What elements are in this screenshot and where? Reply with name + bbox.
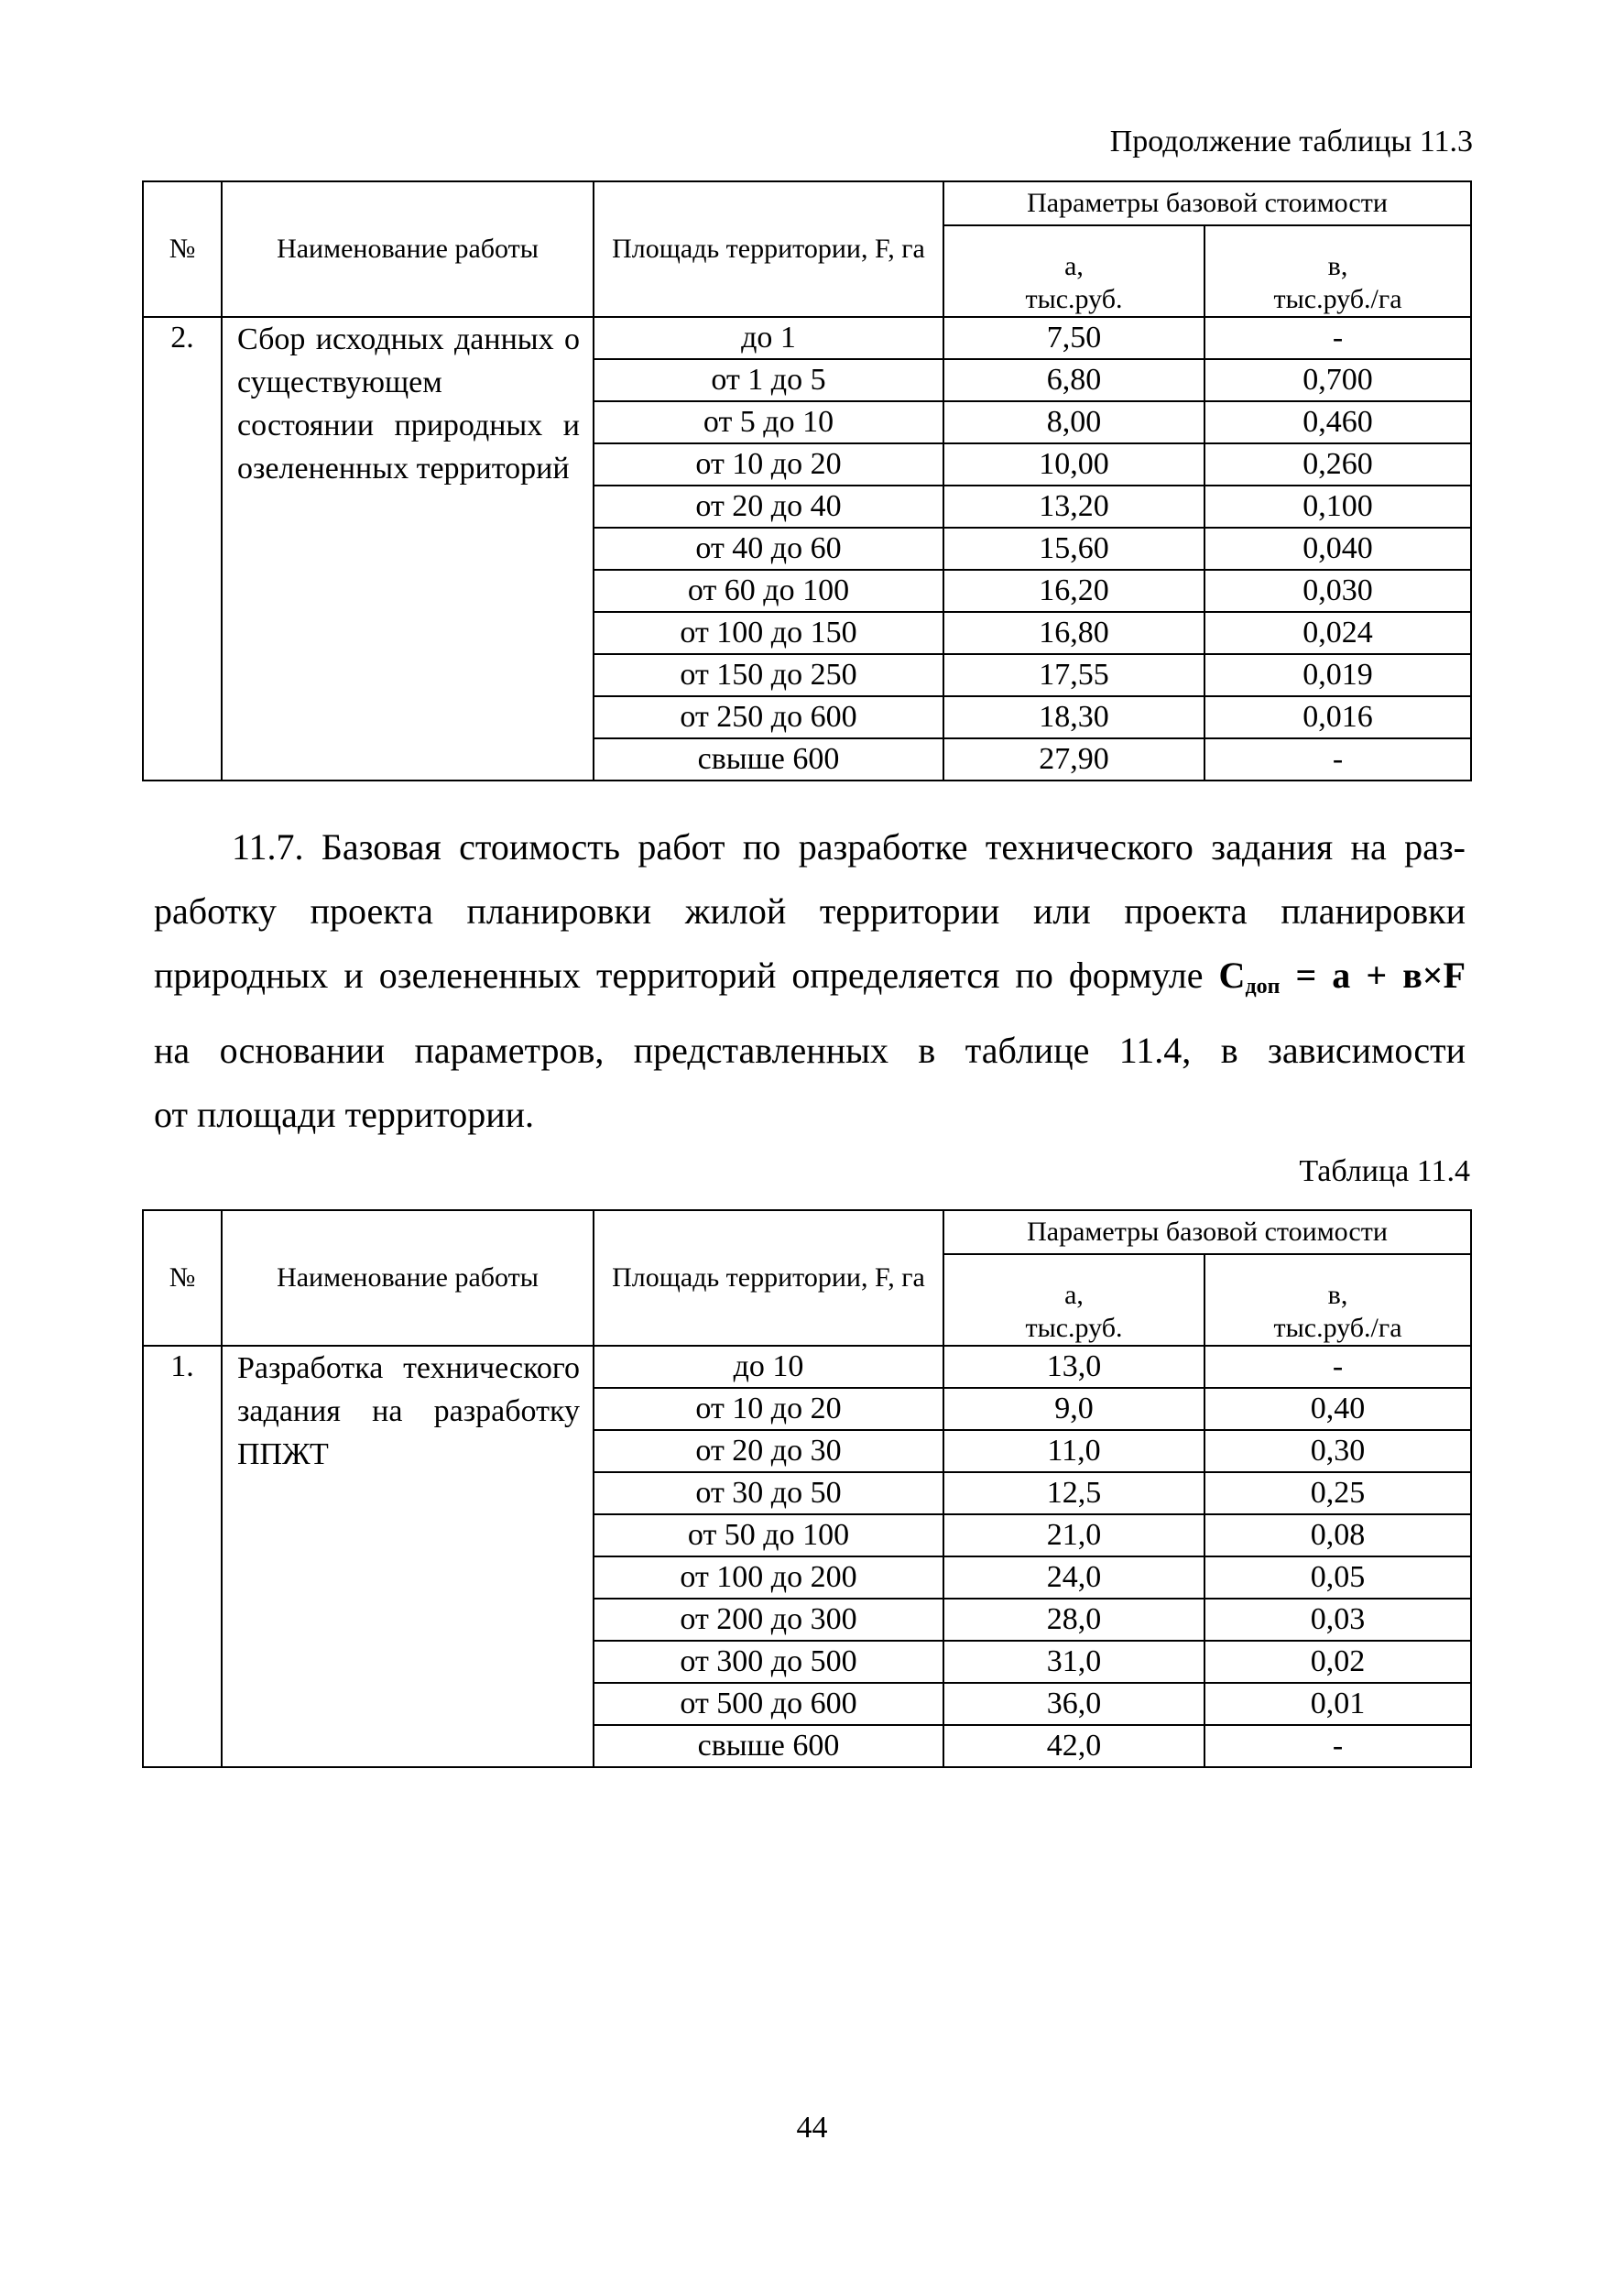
header-area: Площадь территории, F, га: [594, 181, 943, 317]
header-b-unit: тыс.руб./га: [1273, 1313, 1402, 1343]
header-name: Наименование работы: [222, 1210, 594, 1346]
cell-area: от 100 до 150: [594, 612, 943, 654]
cell-b: 0,460: [1204, 401, 1471, 443]
cell-b: 0,040: [1204, 528, 1471, 570]
cell-a: 13,0: [943, 1346, 1204, 1388]
header-b-label: в,: [1327, 251, 1348, 281]
cell-b: 0,019: [1204, 654, 1471, 696]
paragraph-line: природных и озелененных территорий определяется по формуле: [154, 955, 1204, 996]
formula-c: С: [1218, 955, 1246, 996]
cell-area: от 300 до 500: [594, 1641, 943, 1683]
item-number: 1.: [143, 1346, 222, 1767]
cell-b: 0,25: [1204, 1472, 1471, 1514]
cell-a: 8,00: [943, 401, 1204, 443]
header-a-unit: тыс.руб.: [1025, 284, 1123, 314]
header-a-label: а,: [1064, 251, 1084, 281]
item-number: 2.: [143, 317, 222, 781]
cell-b: 0,100: [1204, 486, 1471, 528]
header-b-label: в,: [1327, 1280, 1348, 1310]
cell-area: от 500 до 600: [594, 1683, 943, 1725]
cell-b: -: [1204, 1725, 1471, 1767]
cell-a: 31,0: [943, 1641, 1204, 1683]
cell-b: 0,030: [1204, 570, 1471, 612]
cell-a: 6,80: [943, 359, 1204, 401]
cell-a: 15,60: [943, 528, 1204, 570]
cell-b: -: [1204, 738, 1471, 781]
cell-b: 0,08: [1204, 1514, 1471, 1556]
cell-area: от 20 до 40: [594, 486, 943, 528]
paragraph-line: на основании параметров, представленных в таблице 11.4, в зависимости: [154, 1030, 1466, 1071]
formula: [1218, 955, 1466, 999]
cell-a: 11,0: [943, 1430, 1204, 1472]
cell-area: от 150 до 250: [594, 654, 943, 696]
header-params: Параметры базовой стоимости: [943, 181, 1471, 225]
table-row: [143, 317, 1471, 359]
body-paragraph: [154, 815, 1466, 1147]
header-b-unit: тыс.руб./га: [1273, 284, 1402, 314]
cell-area: от 10 до 20: [594, 1388, 943, 1430]
cell-area: от 100 до 200: [594, 1556, 943, 1599]
cell-a: 28,0: [943, 1599, 1204, 1641]
header-name: Наименование работы: [222, 181, 594, 317]
cell-area: от 40 до 60: [594, 528, 943, 570]
cell-a: 21,0: [943, 1514, 1204, 1556]
paragraph-line: 11.7. Базовая стоимость работ по разработке технического задания на раз-: [232, 826, 1466, 868]
table-caption: Продолжение таблицы 11.3: [1109, 125, 1473, 158]
cell-area: свыше 600: [594, 1725, 943, 1767]
cell-a: 36,0: [943, 1683, 1204, 1725]
table-row: [143, 1346, 1471, 1388]
page-number: 44: [796, 2111, 828, 2145]
table-caption: Таблица 11.4: [1299, 1154, 1470, 1188]
cell-b: 0,30: [1204, 1430, 1471, 1472]
paragraph-line: работку проекта планировки жилой территории или проекта планировки: [154, 890, 1466, 932]
cell-area: от 10 до 20: [594, 443, 943, 486]
header-b: [1204, 1254, 1471, 1346]
cell-area: до 1: [594, 317, 943, 359]
item-name-text: Сбор исходных данных о существующем состоянии природных и озелененных территорий: [237, 322, 580, 486]
paragraph-line: от площади территории.: [154, 1094, 535, 1135]
cell-a: 10,00: [943, 443, 1204, 486]
cell-area: от 50 до 100: [594, 1514, 943, 1556]
item-name: [222, 317, 594, 781]
paragraph-line-formula: [154, 944, 1466, 1019]
cell-area: от 5 до 10: [594, 401, 943, 443]
cell-b: 0,03: [1204, 1599, 1471, 1641]
cell-area: от 250 до 600: [594, 696, 943, 738]
cell-b: 0,01: [1204, 1683, 1471, 1725]
header-params: Параметры базовой стоимости: [943, 1210, 1471, 1254]
cell-b: 0,016: [1204, 696, 1471, 738]
cell-area: свыше 600: [594, 738, 943, 781]
cell-b: 0,02: [1204, 1641, 1471, 1683]
header-a: [943, 225, 1204, 317]
cell-area: от 60 до 100: [594, 570, 943, 612]
header-a-unit: тыс.руб.: [1025, 1313, 1123, 1343]
cell-a: 16,80: [943, 612, 1204, 654]
cell-a: 12,5: [943, 1472, 1204, 1514]
cell-area: от 20 до 30: [594, 1430, 943, 1472]
cell-b: 0,024: [1204, 612, 1471, 654]
formula-rest: = а + в×F: [1295, 955, 1466, 996]
item-name: [222, 1346, 594, 1767]
cell-a: 27,90: [943, 738, 1204, 781]
header-area: Площадь территории, F, га: [594, 1210, 943, 1346]
cell-a: 24,0: [943, 1556, 1204, 1599]
cell-area: от 200 до 300: [594, 1599, 943, 1641]
cell-area: от 1 до 5: [594, 359, 943, 401]
cell-b: -: [1204, 1346, 1471, 1388]
header-no: №: [143, 181, 222, 317]
data-table: [142, 180, 1472, 781]
header-no: №: [143, 1210, 222, 1346]
cell-a: 7,50: [943, 317, 1204, 359]
cell-a: 17,55: [943, 654, 1204, 696]
cell-b: -: [1204, 317, 1471, 359]
item-name-text: Разработка технического задания на разработку ППЖТ: [237, 1351, 580, 1471]
cell-a: 16,20: [943, 570, 1204, 612]
cell-a: 9,0: [943, 1388, 1204, 1430]
cell-area: от 30 до 50: [594, 1472, 943, 1514]
header-a: [943, 1254, 1204, 1346]
cell-b: 0,05: [1204, 1556, 1471, 1599]
cell-a: 18,30: [943, 696, 1204, 738]
cell-b: 0,40: [1204, 1388, 1471, 1430]
cell-area: до 10: [594, 1346, 943, 1388]
cell-b: 0,700: [1204, 359, 1471, 401]
formula-subscript: доп: [1245, 975, 1281, 999]
cell-a: 42,0: [943, 1725, 1204, 1767]
cell-a: 13,20: [943, 486, 1204, 528]
cell-b: 0,260: [1204, 443, 1471, 486]
header-b: [1204, 225, 1471, 317]
data-table: [142, 1209, 1472, 1768]
header-a-label: а,: [1064, 1280, 1084, 1310]
